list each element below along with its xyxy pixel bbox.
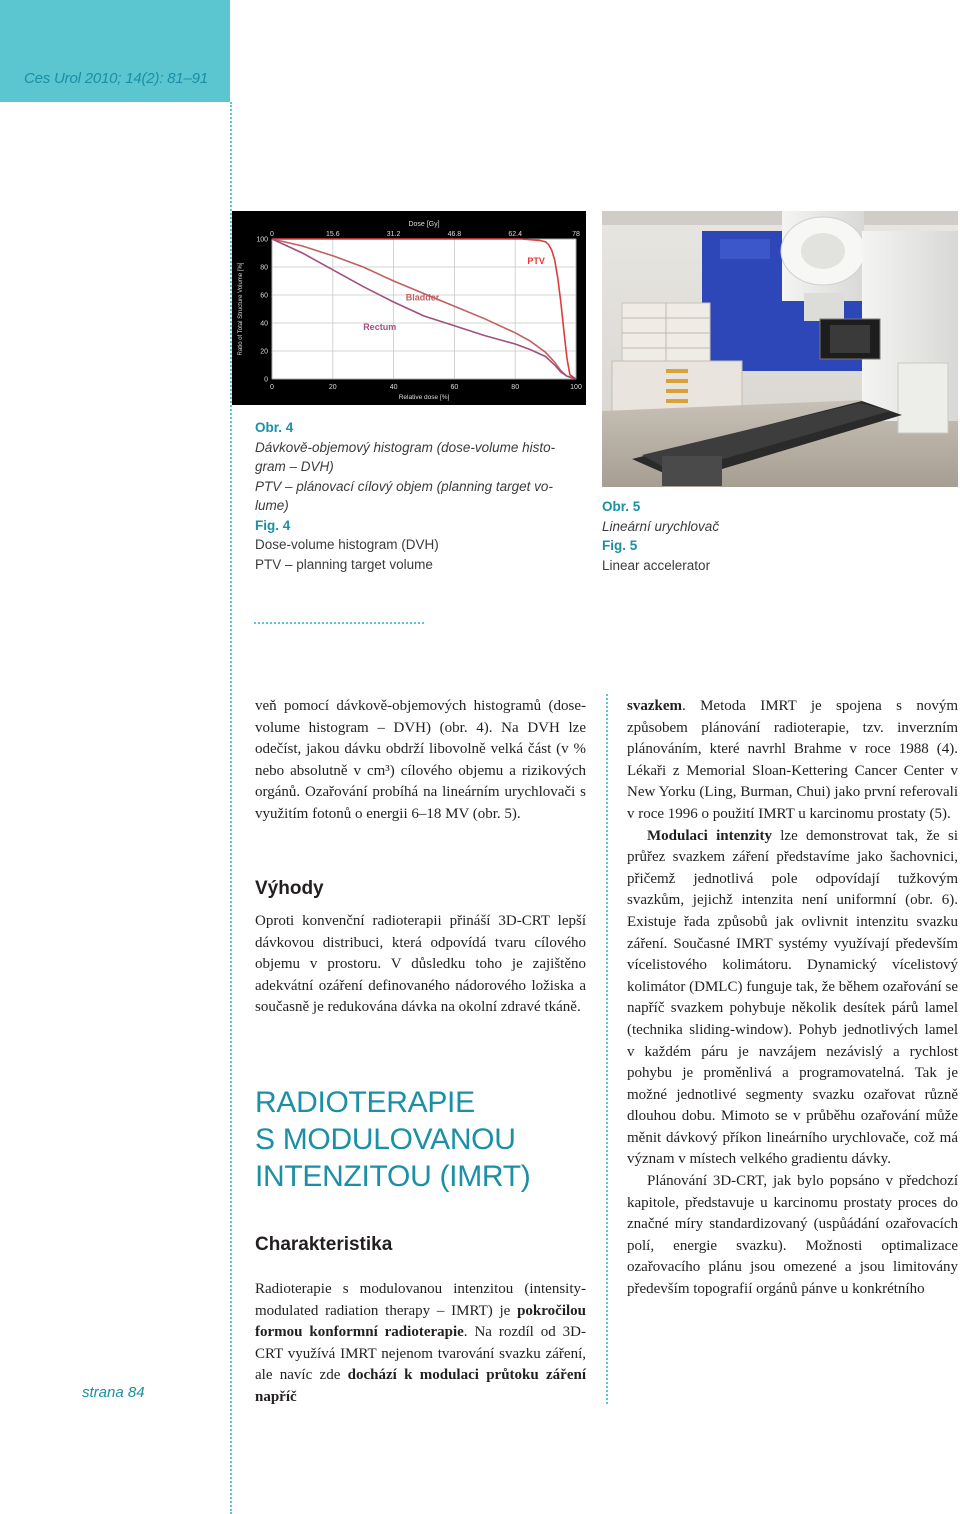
column-1-intro xyxy=(255,696,586,826)
caption-text: PTV – planning target volume xyxy=(255,556,433,572)
caption-text: gram – DVH) xyxy=(255,459,334,474)
journal-reference: Ces Urol 2010; 14(2): 81–91 xyxy=(24,70,208,87)
x-top-tick-label: 0 xyxy=(270,231,274,238)
figure-5-caption xyxy=(602,497,942,575)
caption-text: Dávkově-objemový histogram (dose-volume histo- xyxy=(255,439,556,455)
caption-text: lume) xyxy=(255,498,289,513)
x-tick-label: 40 xyxy=(389,384,398,391)
chapter-heading-line: INTENZITOU (IMRT) xyxy=(255,1160,531,1193)
text-run: . Metoda IMRT je spojena s novým způsobem plánování radioterapie, tzv. inverzním plánováním, které navrhl Brahme v roce 1988 (4). Lékaři z Memorial Sloan-Kettering Cancer Center v New Yorku (Ling, Burman, Chui) jako první referovali v roce 1996 o použití IMRT u karcinomu prostaty (5). xyxy=(627,698,958,822)
dvh-chart-svg xyxy=(232,211,586,405)
paragraph xyxy=(627,696,958,826)
series-label-bladder: Bladder xyxy=(405,292,440,303)
column-rule xyxy=(606,694,608,1404)
text-run: lze demonstrovat tak, že si průřez svazkem záření představíme jako šachovnici, přičemž jednotlivá pole odpovídají tužkovým svazkům, jejichž intenzita není uniformní (obr. 6). Existuje řada způsobů jak ovlivnit intenzitu svazku záření. Současné IMRT systémy využívají především vícelistového kolimátoru. Dynamický vícelistový kolimátor (DMLC) funguje tak, že během ozařování se napříč svazkem pohybuje několik desítek párů lamel (technika sliding-window). Pohyb jednotlivých lamel v každém páru je navzájem nezávislý a rychlost pohybu je proměnlivá a programovatelná. Tak je možné jednotlivé segmenty svazku ozařovat různě dlouhou dobu. Mimoto se v průběhu ozařování může měnit dávkový příkon lineárního urychlovače, což má význam v místech velkého gradientu dávky. xyxy=(627,827,958,1168)
text-run: Radioterapie s modulovanou intenzitou (intensity-modulated radiation therapy – IMRT) je xyxy=(255,1281,586,1319)
paragraph: veň pomocí dávkově-objemových histogramů (dose-volume histogram – DVH) (obr. 4). Na DVH lze odečíst, jakou dávku obdrží libovolně velká část (v % nebo absolutně v cm³) cílového objemu a rizikových orgánů. Ozařování probíhá na lineárním urychlovači s využitím fotonů o energii 6–18 MV (obr. 5). xyxy=(255,698,586,822)
x-tick-label: 100 xyxy=(570,384,582,391)
caption-text: PTV – plánovací cílový objem (planning target vo- xyxy=(255,478,553,494)
section-separator xyxy=(254,622,424,624)
y-tick-label: 40 xyxy=(260,320,268,328)
caption-text: Lineární urychlovač xyxy=(602,518,720,534)
x-axis-label: Relative dose [%] xyxy=(398,394,450,401)
chapter-heading-imrt xyxy=(255,1084,530,1195)
chapter-heading-line: RADIOTERAPIE xyxy=(255,1086,475,1119)
x-tick-label: 0 xyxy=(270,384,274,391)
y-tick-label: 20 xyxy=(260,348,268,356)
x-tick-label: 80 xyxy=(511,384,520,391)
series-label-rectum: Rectum xyxy=(363,322,397,332)
x-top-tick-label: 78 xyxy=(572,231,580,238)
caption-text: Linear accelerator xyxy=(602,557,711,573)
paragraph xyxy=(627,826,958,1172)
caption-label: Fig. 4 xyxy=(255,517,291,533)
paragraph: Oproti konvenční radioterapii přináší 3D-CRT lepší dávkovou distribuci, která odpovídá tvaru cílového objemu v prostoru. V důsledku toho je zajištěno adekvátní ozáření definovaného nádorového ložiska a současně je redukována dávka na okolní zdravé tkáně. xyxy=(255,913,586,1016)
y-axis-label: Ratio of Total Structure Volume [%] xyxy=(238,262,244,356)
column-1-charakteristika xyxy=(255,1279,586,1409)
y-tick-label: 80 xyxy=(260,264,268,272)
figure-4-caption xyxy=(255,418,595,574)
bold-text: Modulaci intenzity xyxy=(647,827,772,844)
paragraph: Plánování 3D-CRT, jak bylo popsáno v předchozí kapitole, představuje u karcinomu prostaty proces do značné míry standardizovaný (uspůádání ozařovacích polí, energie svazku). Možnosti optimalizace ozařovacího plánu jsou omezené a jsou limitovány především topografií orgánů pánve u konkrétního xyxy=(627,1173,958,1298)
x-tick-label: 20 xyxy=(328,384,337,391)
paragraph xyxy=(255,1279,586,1409)
text-run: . Na rozdíl od 3D-CRT využívá IMRT nejenom tvarování svazku záření, ale navíc zde xyxy=(255,1324,586,1384)
section-heading-vyhody: Výhody xyxy=(255,878,324,899)
caption-label: Obr. 5 xyxy=(602,499,641,514)
chart-title: Dose [Gy] xyxy=(408,221,440,228)
linear-accelerator-photo xyxy=(602,211,958,487)
series-label-ptv: PTV xyxy=(527,256,545,267)
caption-label: Obr. 4 xyxy=(255,420,294,435)
x-top-tick-label: 62.4 xyxy=(508,231,523,238)
chapter-heading-line: S MODULOVANOU xyxy=(255,1123,516,1156)
x-top-tick-label: 15.6 xyxy=(325,231,340,238)
x-tick-label: 60 xyxy=(450,384,459,391)
figure-5-photo xyxy=(602,211,958,487)
column-2 xyxy=(627,696,958,1301)
section-heading-charakteristika: Charakteristika xyxy=(255,1234,393,1255)
bold-text: svazkem xyxy=(627,698,682,714)
x-top-tick-label: 31.2 xyxy=(386,231,401,238)
x-top-tick-label: 46.8 xyxy=(447,231,462,238)
page-number: strana 84 xyxy=(82,1384,145,1401)
column-1-vyhody xyxy=(255,911,586,1019)
caption-label: Fig. 5 xyxy=(602,538,638,553)
y-tick-label: 100 xyxy=(256,236,268,244)
figure-4-dvh-chart xyxy=(232,211,586,405)
caption-text: Dose-volume histogram (DVH) xyxy=(255,537,439,552)
bold-text: dochází k modulaci průtoku záření napříč xyxy=(255,1367,587,1405)
y-tick-label: 60 xyxy=(260,292,268,300)
bold-text: pokročilou formou konformní radioterapie xyxy=(255,1302,586,1341)
y-tick-label: 0 xyxy=(264,376,268,384)
